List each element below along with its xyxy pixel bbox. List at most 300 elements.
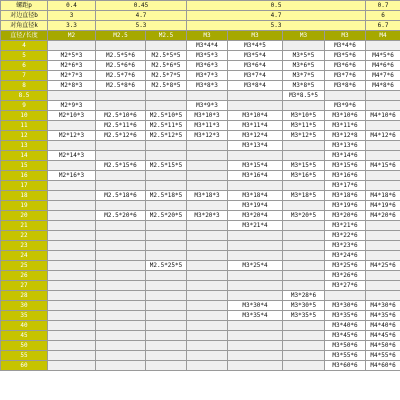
spec-cell: M3*10*3 (187, 111, 228, 121)
spec-cell: M2.5*10*6 (96, 111, 146, 121)
spec-cell (366, 171, 400, 181)
spec-cell: M3*4*4 (187, 41, 228, 51)
spec-cell: M3*9*3 (187, 101, 228, 111)
table-row (1, 101, 400, 111)
spec-cell (48, 121, 96, 131)
spec-cell: M3*7*5 (283, 71, 325, 81)
spec-cell (366, 291, 400, 301)
spec-cell: M3*10*4 (228, 111, 283, 121)
spec-cell: M3*23*6 (325, 241, 366, 251)
spec-cell (48, 281, 96, 291)
spec-cell (366, 121, 400, 131)
spec-cell (48, 201, 96, 211)
spec-cell: M4*12*6 (366, 131, 400, 141)
spec-cell: M4*60*6 (366, 361, 400, 371)
spec-cell: M3*20*4 (228, 211, 283, 221)
spec-cell (187, 321, 228, 331)
spec-cell (187, 251, 228, 261)
header-row (1, 11, 400, 21)
spec-cell: M2.5*6*5 (146, 61, 187, 71)
header-value-m4: 0.7 (366, 1, 400, 11)
spec-cell: M3*8*6 (325, 81, 366, 91)
spec-cell (187, 311, 228, 321)
length-cell: 25 (1, 261, 48, 271)
table-row (1, 181, 400, 191)
spec-cell: M4*25*6 (366, 261, 400, 271)
spec-cell: M2.5*20*6 (96, 211, 146, 221)
spec-cell: M2.5*6*6 (96, 61, 146, 71)
spec-cell (228, 291, 283, 301)
spec-cell (96, 311, 146, 321)
spec-cell: M3*10*5 (283, 111, 325, 121)
spec-cell (228, 151, 283, 161)
spec-cell: M2.5*20*5 (146, 211, 187, 221)
spec-cell (283, 201, 325, 211)
spec-cell (283, 251, 325, 261)
spec-cell (283, 231, 325, 241)
spec-cell: M3*35*4 (228, 311, 283, 321)
size-column-header: M4 (366, 31, 400, 41)
table-row (1, 251, 400, 261)
spec-cell: M4*7*6 (366, 71, 400, 81)
spec-cell: M3*18*6 (325, 191, 366, 201)
spec-cell: M4*10*6 (366, 111, 400, 121)
spec-cell (187, 351, 228, 361)
spec-cell (48, 321, 96, 331)
size-column-header: M2 (48, 31, 96, 41)
spec-cell (325, 91, 366, 101)
spec-cell: M4*18*6 (366, 191, 400, 201)
spec-cell: M4*5*6 (366, 51, 400, 61)
spec-cell (228, 271, 283, 281)
spec-cell (96, 261, 146, 271)
table-row (1, 161, 400, 171)
spec-cell (48, 141, 96, 151)
spec-cell (48, 221, 96, 231)
length-cell: 12 (1, 131, 48, 141)
spec-cell (283, 361, 325, 371)
spec-cell (96, 341, 146, 351)
spec-cell (228, 181, 283, 191)
spec-cell: M2*5*3 (48, 51, 96, 61)
spec-cell (48, 301, 96, 311)
spec-cell (283, 101, 325, 111)
spec-cell (96, 171, 146, 181)
spec-cell (146, 301, 187, 311)
spec-cell: M4*20*6 (366, 211, 400, 221)
spec-cell: M2.5*7*5 (146, 71, 187, 81)
table-row (1, 301, 400, 311)
spec-cell (96, 91, 146, 101)
spec-cell: M3*7*6 (325, 71, 366, 81)
spec-cell (366, 271, 400, 281)
spec-cell: M3*13*4 (228, 141, 283, 151)
spec-cell (146, 351, 187, 361)
spec-cell: M3*15*4 (228, 161, 283, 171)
size-column-header: M3 (283, 31, 325, 41)
spec-cell: M2*7*3 (48, 71, 96, 81)
spec-cell: M2.5*5*5 (146, 51, 187, 61)
length-cell: 27 (1, 281, 48, 291)
spec-cell (146, 281, 187, 291)
spec-cell (96, 41, 146, 51)
spec-cell (187, 151, 228, 161)
spec-cell (228, 281, 283, 291)
spec-cell (146, 251, 187, 261)
spec-cell: M3*40*6 (325, 321, 366, 331)
length-cell: 6 (1, 61, 48, 71)
spec-cell: M3*24*6 (325, 251, 366, 261)
spec-cell: M3*6*5 (283, 61, 325, 71)
length-cell: 45 (1, 331, 48, 341)
spec-cell: M2*12*3 (48, 131, 96, 141)
spec-cell (283, 241, 325, 251)
spec-cell: M3*4*5 (228, 41, 283, 51)
spec-cell: M4*8*6 (366, 81, 400, 91)
table-row (1, 61, 400, 71)
spec-cell: M3*20*5 (283, 211, 325, 221)
spec-cell (48, 241, 96, 251)
length-cell: 19 (1, 201, 48, 211)
spec-cell (146, 271, 187, 281)
spec-cell: M2.5*7*6 (96, 71, 146, 81)
spec-cell (146, 341, 187, 351)
spec-cell: M2.5*5*6 (96, 51, 146, 61)
table-row (1, 291, 400, 301)
spec-cell (146, 171, 187, 181)
spec-cell: M3*5*5 (283, 51, 325, 61)
header-label: 对边直径b (1, 11, 48, 21)
table-row (1, 191, 400, 201)
spec-cell: M3*21*4 (228, 221, 283, 231)
length-cell: 14 (1, 151, 48, 161)
spec-cell (96, 181, 146, 191)
spec-cell: M4*19*6 (366, 201, 400, 211)
table-row (1, 91, 400, 101)
spec-cell: M3*15*5 (283, 161, 325, 171)
spec-cell: M3*12*4 (228, 131, 283, 141)
spec-cell: M3*35*6 (325, 311, 366, 321)
spec-cell: M3*50*6 (325, 341, 366, 351)
spec-cell (228, 341, 283, 351)
spec-cell (187, 181, 228, 191)
table-row (1, 281, 400, 291)
length-cell: 17 (1, 181, 48, 191)
spec-cell: M3*8*5 (283, 81, 325, 91)
length-cell: 8.5 (1, 91, 48, 101)
header-row (1, 21, 400, 31)
spec-cell: M3*20*3 (187, 211, 228, 221)
spec-cell (187, 241, 228, 251)
length-cell: 7 (1, 71, 48, 81)
spec-cell (228, 91, 283, 101)
spec-cell (187, 161, 228, 171)
spec-cell (187, 231, 228, 241)
spec-cell (228, 251, 283, 261)
spec-cell (187, 341, 228, 351)
spec-cell (187, 141, 228, 151)
spec-cell (96, 241, 146, 251)
spec-cell: M3*20*6 (325, 211, 366, 221)
spec-cell (366, 241, 400, 251)
length-cell: 60 (1, 361, 48, 371)
spec-cell: M3*11*5 (283, 121, 325, 131)
size-column-header: M3 (228, 31, 283, 41)
spec-cell (366, 281, 400, 291)
spec-cell: M2.5*15*5 (146, 161, 187, 171)
spec-cell: M3*6*4 (228, 61, 283, 71)
spec-cell (96, 321, 146, 331)
spec-cell (187, 281, 228, 291)
spec-cell: M3*30*4 (228, 301, 283, 311)
spec-cell: M3*19*6 (325, 201, 366, 211)
spec-cell: M2.5*11*6 (96, 121, 146, 131)
spec-cell: M3*12*3 (187, 131, 228, 141)
spec-cell: M3*12*8 (325, 131, 366, 141)
spec-cell: M2*8*3 (48, 81, 96, 91)
spec-cell: M3*5*3 (187, 51, 228, 61)
spec-cell: M3*11*4 (228, 121, 283, 131)
spec-cell (283, 261, 325, 271)
spec-cell (96, 331, 146, 341)
spec-cell: M4*15*6 (366, 161, 400, 171)
spec-cell: M3*5*6 (325, 51, 366, 61)
spec-cell: M3*35*5 (283, 311, 325, 321)
spec-cell (366, 41, 400, 51)
spec-cell (96, 231, 146, 241)
spec-cell (96, 291, 146, 301)
table-row (1, 81, 400, 91)
spec-cell (366, 231, 400, 241)
spec-cell (48, 291, 96, 301)
spec-cell: M3*8*3 (187, 81, 228, 91)
spec-cell (48, 41, 96, 51)
table-row (1, 331, 400, 341)
length-cell: 30 (1, 301, 48, 311)
spec-cell (96, 351, 146, 361)
spec-cell (96, 151, 146, 161)
spec-cell: M2*16*3 (48, 171, 96, 181)
table-row (1, 171, 400, 181)
spec-cell (146, 91, 187, 101)
spec-cell: M3*30*5 (283, 301, 325, 311)
spec-cell: M2*6*3 (48, 61, 96, 71)
spec-cell (366, 151, 400, 161)
spec-cell (146, 201, 187, 211)
table-row (1, 131, 400, 141)
spec-cell: M4*50*6 (366, 341, 400, 351)
spec-cell (228, 231, 283, 241)
spec-cell: M3*27*6 (325, 281, 366, 291)
spec-cell: M3*12*5 (283, 131, 325, 141)
size-column-header: M3 (325, 31, 366, 41)
spec-cell: M3*8.5*5 (283, 91, 325, 101)
table-row (1, 231, 400, 241)
spec-cell (283, 181, 325, 191)
header-value-m3: 0.5 (187, 1, 366, 11)
header-value-m25: 0.45 (96, 1, 187, 11)
table-row (1, 211, 400, 221)
spec-cell: M3*18*5 (283, 191, 325, 201)
header-value-m3: 4.7 (187, 11, 366, 21)
table-row (1, 141, 400, 151)
spec-cell: M2.5*15*6 (96, 161, 146, 171)
spec-cell (187, 201, 228, 211)
length-cell: 28 (1, 291, 48, 301)
spec-cell (325, 291, 366, 301)
spec-cell (146, 151, 187, 161)
spec-cell: M3*26*6 (325, 271, 366, 281)
spec-cell (228, 321, 283, 331)
table-row (1, 311, 400, 321)
spec-cell (146, 181, 187, 191)
table-row (1, 241, 400, 251)
table-row (1, 361, 400, 371)
spec-cell: M3*6*6 (325, 61, 366, 71)
length-cell: 24 (1, 251, 48, 261)
spec-cell: M3*55*6 (325, 351, 366, 361)
length-cell: 21 (1, 221, 48, 231)
spec-cell (48, 251, 96, 261)
spec-cell: M3*9*6 (325, 101, 366, 111)
length-cell: 15 (1, 161, 48, 171)
spec-cell (187, 291, 228, 301)
spec-cell (96, 201, 146, 211)
spec-cell (146, 101, 187, 111)
spec-cell (48, 211, 96, 221)
spec-cell: M3*11*3 (187, 121, 228, 131)
header-row (1, 1, 400, 11)
size-row-label: 直径/长度 (1, 31, 48, 41)
spec-cell (228, 101, 283, 111)
spec-cell: M3*14*6 (325, 151, 366, 161)
table-row (1, 261, 400, 271)
spec-cell (283, 41, 325, 51)
spec-cell: M4*40*6 (366, 321, 400, 331)
spec-cell (228, 241, 283, 251)
spec-cell: M4*35*6 (366, 311, 400, 321)
spec-cell (48, 181, 96, 191)
spec-cell: M3*13*6 (325, 141, 366, 151)
spec-cell (283, 221, 325, 231)
spec-cell: M3*28*6 (283, 291, 325, 301)
spec-cell (187, 91, 228, 101)
spec-cell (48, 271, 96, 281)
spec-cell (146, 331, 187, 341)
spec-cell: M3*18*4 (228, 191, 283, 201)
length-cell: 10 (1, 111, 48, 121)
spec-cell: M2.5*8*5 (146, 81, 187, 91)
spec-cell (283, 341, 325, 351)
spec-cell: M3*7*4 (228, 71, 283, 81)
spec-cell (366, 181, 400, 191)
table-row (1, 41, 400, 51)
spec-cell: M3*22*6 (325, 231, 366, 241)
spec-cell: M2.5*11*5 (146, 121, 187, 131)
size-column-header: M2.5 (96, 31, 146, 41)
spec-cell (96, 141, 146, 151)
spec-cell (283, 331, 325, 341)
spec-cell: M4*6*6 (366, 61, 400, 71)
spec-cell (48, 191, 96, 201)
length-cell: 20 (1, 211, 48, 221)
header-value-m2: 0.4 (48, 1, 96, 11)
spec-cell: M3*11*6 (325, 121, 366, 131)
spec-cell (96, 301, 146, 311)
spec-cell: M3*25*4 (228, 261, 283, 271)
spec-cell (146, 141, 187, 151)
spec-cell: M4*30*6 (366, 301, 400, 311)
spec-cell (146, 221, 187, 231)
spec-cell: M3*5*4 (228, 51, 283, 61)
spec-cell (146, 41, 187, 51)
table-row (1, 71, 400, 81)
header-value-m25: 5.3 (96, 21, 187, 31)
spec-cell: M2*10*3 (48, 111, 96, 121)
spec-cell: M2.5*18*6 (96, 191, 146, 201)
spec-cell (48, 341, 96, 351)
spec-cell: M3*10*6 (325, 111, 366, 121)
table-row (1, 151, 400, 161)
length-cell: 22 (1, 231, 48, 241)
header-label: 对角直径k (1, 21, 48, 31)
header-value-m2: 3.3 (48, 21, 96, 31)
table-row (1, 341, 400, 351)
spec-cell: M2.5*18*5 (146, 191, 187, 201)
spec-cell: M3*4*6 (325, 41, 366, 51)
spec-cell: M3*19*4 (228, 201, 283, 211)
spec-cell (283, 351, 325, 361)
size-row (1, 31, 400, 41)
spec-cell: M3*16*6 (325, 171, 366, 181)
spec-cell (48, 351, 96, 361)
spec-cell (187, 331, 228, 341)
spec-cell (228, 361, 283, 371)
spec-cell: M3*25*6 (325, 261, 366, 271)
length-cell: 18 (1, 191, 48, 201)
spec-cell (146, 291, 187, 301)
spec-cell (366, 141, 400, 151)
spec-cell: M3*16*5 (283, 171, 325, 181)
spec-cell (48, 161, 96, 171)
length-cell: 55 (1, 351, 48, 361)
spec-cell: M3*45*6 (325, 331, 366, 341)
spec-cell (187, 261, 228, 271)
table-row (1, 121, 400, 131)
spec-cell: M4*45*6 (366, 331, 400, 341)
size-column-header: M2.5 (146, 31, 187, 41)
spec-cell (96, 101, 146, 111)
length-cell: 26 (1, 271, 48, 281)
spec-cell (283, 151, 325, 161)
spec-cell: M3*7*3 (187, 71, 228, 81)
spec-cell: M4*55*6 (366, 351, 400, 361)
length-cell: 8 (1, 81, 48, 91)
spec-cell: M3*15*6 (325, 161, 366, 171)
length-cell: 4 (1, 41, 48, 51)
spec-cell (146, 311, 187, 321)
spec-cell (146, 231, 187, 241)
spec-cell: M2.5*12*5 (146, 131, 187, 141)
spec-cell: M3*8*4 (228, 81, 283, 91)
spec-cell (48, 261, 96, 271)
table-row (1, 111, 400, 121)
table-row (1, 221, 400, 231)
spec-cell: M2.5*10*5 (146, 111, 187, 121)
spec-cell (146, 321, 187, 331)
header-value-m4: 6.7 (366, 21, 400, 31)
spec-cell: M2*14*3 (48, 151, 96, 161)
